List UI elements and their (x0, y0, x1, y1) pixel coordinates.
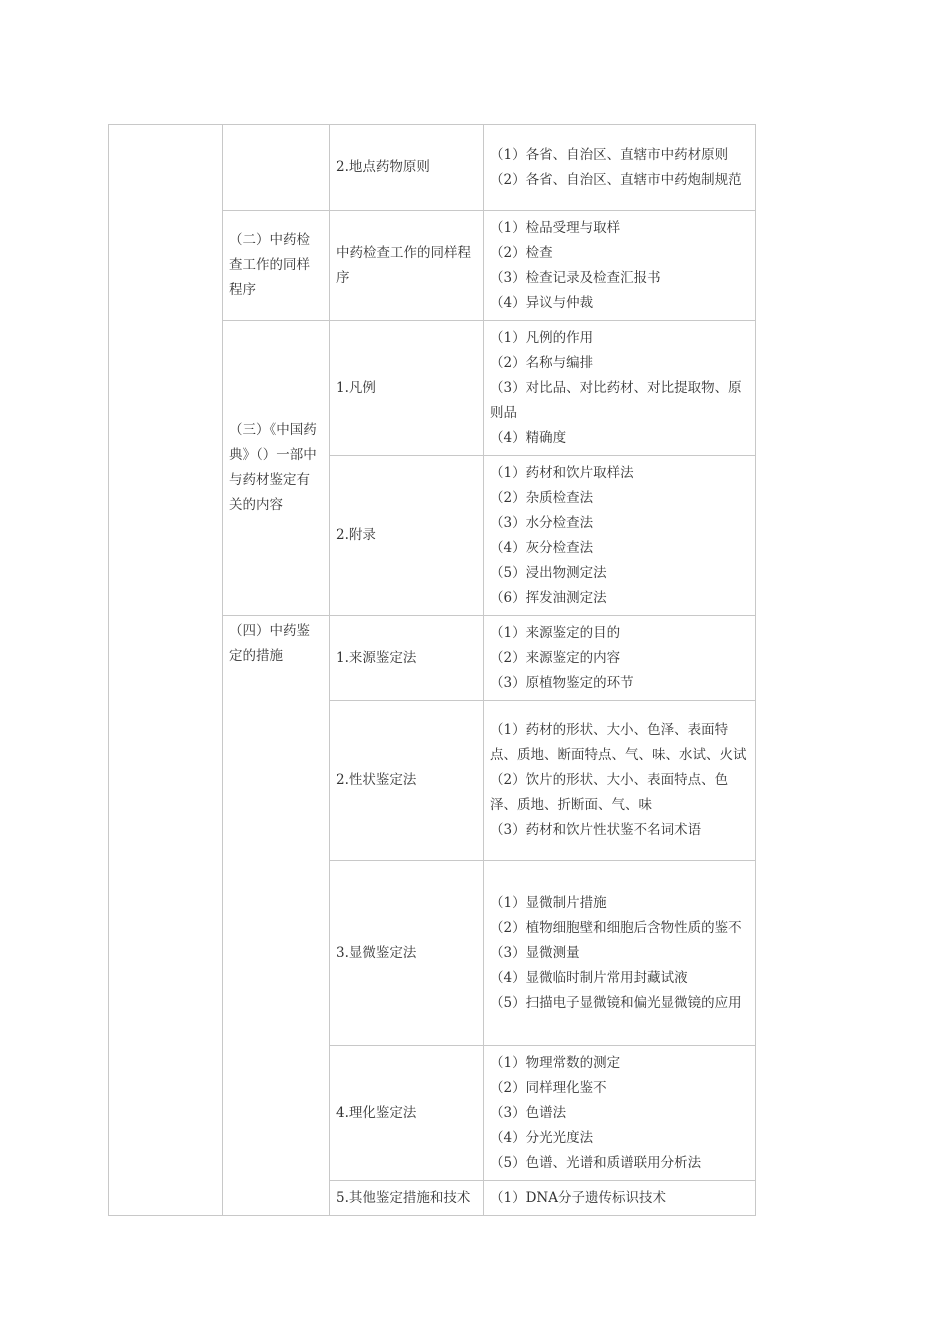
unit-label: 3.显微鉴定法 (330, 861, 484, 1046)
items-cell (484, 1181, 756, 1216)
items-cell (484, 125, 756, 211)
list-item: （2）植物细胞壁和细胞后含物性质的鉴不 (490, 919, 742, 936)
section-title: （三）《中国药典》（）一部中与药材鉴定有关的内容 (223, 321, 330, 616)
list-item: （1）来源鉴定的目的 (490, 624, 621, 641)
list-item: （4）灰分检查法 (490, 539, 594, 556)
list-item: （2）饮片的形状、大小、表面特点、色泽、质地、折断面、气、味 (490, 772, 729, 813)
list-item: （5）扫描电子显微镜和偏光显微镜的应用 (490, 994, 742, 1011)
items-cell (484, 616, 756, 701)
unit-label: 2.性状鉴定法 (330, 701, 484, 861)
items-cell (484, 861, 756, 1046)
list-item: （4）异议与仲裁 (490, 294, 594, 311)
section-title: （二）中药检查工作的同样程序 (223, 211, 330, 321)
list-item: （1）显微制片措施 (490, 894, 607, 911)
list-item: （4）精确度 (490, 429, 567, 446)
list-item: （1）DNA分子遗传标识技术 (490, 1189, 666, 1206)
list-item: （5）浸出物测定法 (490, 564, 607, 581)
list-item: （3）原植物鉴定的环节 (490, 674, 634, 691)
items-cell (484, 1046, 756, 1181)
list-item: （2）各省、自治区、直辖市中药炮制规范 (490, 171, 742, 188)
unit-label: 1.凡例 (330, 321, 484, 456)
unit-label: 1.来源鉴定法 (330, 616, 484, 701)
unit-label: 5.其他鉴定措施和技术 (330, 1181, 484, 1216)
list-item: （3）色谱法 (490, 1104, 567, 1121)
list-item: （2）来源鉴定的内容 (490, 649, 621, 666)
list-item: （5）色谱、光谱和质谱联用分析法 (490, 1154, 702, 1171)
list-item: （4）分光光度法 (490, 1129, 594, 1146)
list-item: （1）凡例的作用 (490, 329, 594, 346)
section-title (223, 125, 330, 211)
items-cell (484, 211, 756, 321)
list-item: （2）名称与编排 (490, 354, 594, 371)
chapter-cell (109, 125, 223, 1216)
list-item: （6）挥发油测定法 (490, 589, 607, 606)
unit-label: 4.理化鉴定法 (330, 1046, 484, 1181)
list-item: （2）同样理化鉴不 (490, 1079, 607, 1096)
items-cell (484, 456, 756, 616)
list-item: （2）检查 (490, 244, 553, 261)
unit-label: 2.地点药物原则 (330, 125, 484, 211)
list-item: （1）药材和饮片取样法 (490, 464, 634, 481)
list-item: （3）检查记录及检查汇报书 (490, 269, 661, 286)
section-title: （四）中药鉴定的措施 (223, 616, 330, 1216)
table-row (109, 125, 756, 211)
items-cell (484, 321, 756, 456)
unit-label: 中药检查工作的同样程序 (330, 211, 484, 321)
list-item: （1）物理常数的测定 (490, 1054, 621, 1071)
list-item: （4）显微临时制片常用封藏试液 (490, 969, 688, 986)
syllabus-table (108, 124, 756, 1216)
unit-label: 2.附录 (330, 456, 484, 616)
list-item: （3）水分检查法 (490, 514, 594, 531)
list-item: （1）各省、自治区、直辖市中药材原则 (490, 146, 729, 163)
items-cell (484, 701, 756, 861)
list-item: （1）检品受理与取样 (490, 219, 621, 236)
list-item: （1）药材的形状、大小、色泽、表面特点、质地、断面特点、气、味、水试、火试 (490, 722, 747, 763)
list-item: （3）显微测量 (490, 944, 580, 961)
list-item: （2）杂质检查法 (490, 489, 594, 506)
list-item: （3）对比品、对比药材、对比提取物、原则品 (490, 379, 742, 421)
list-item: （3）药材和饮片性状鉴不名词术语 (490, 822, 702, 838)
